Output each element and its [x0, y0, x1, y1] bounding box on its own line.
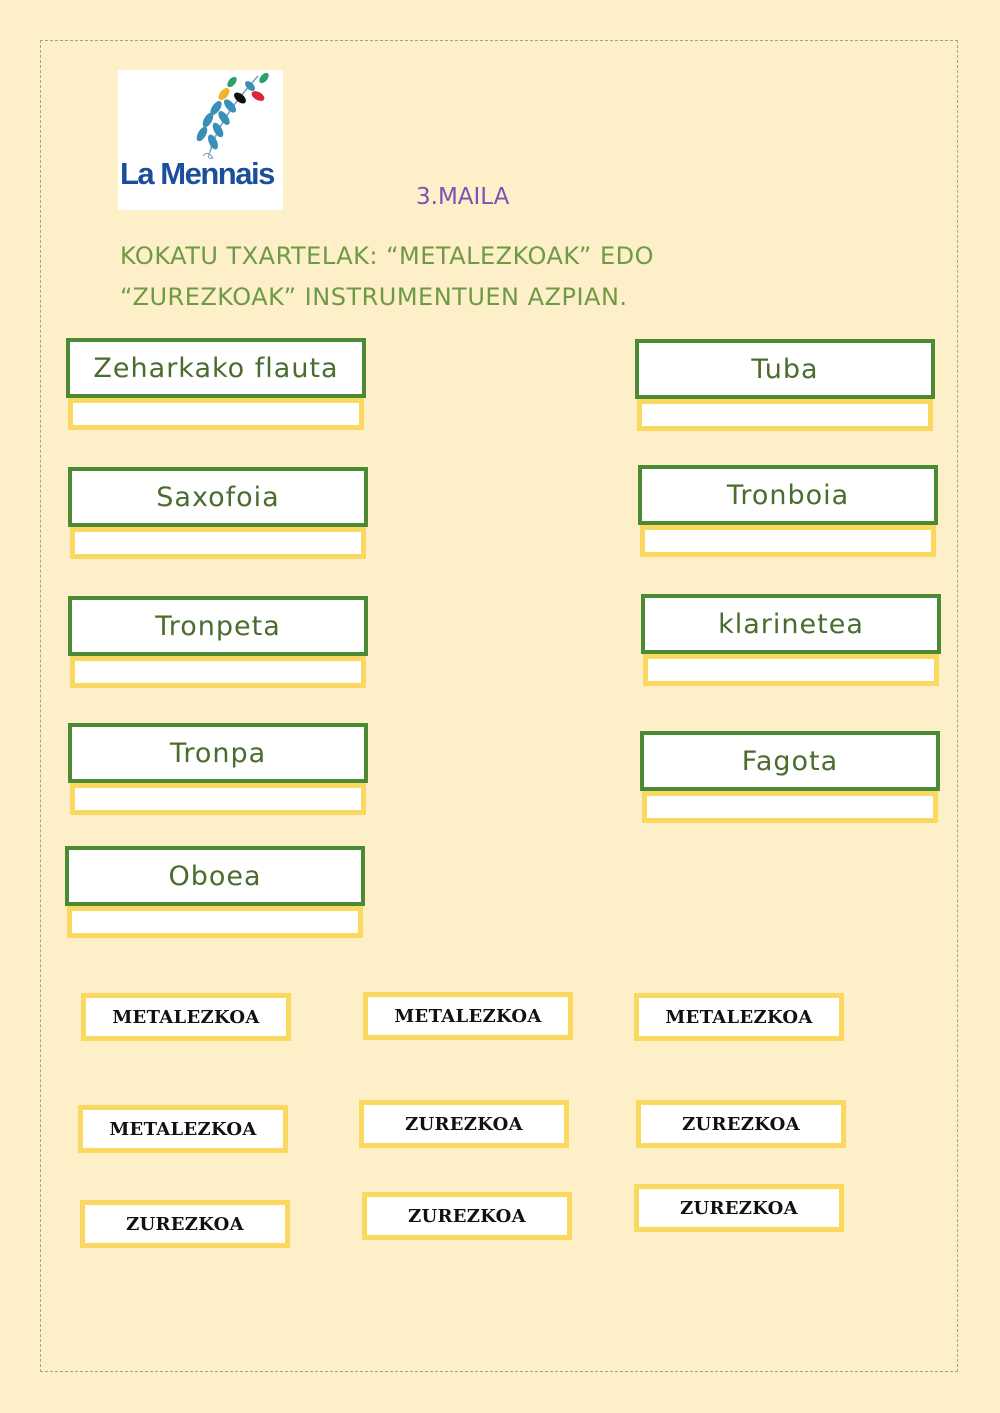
instrument-card [638, 465, 938, 557]
instrument-name: Tuba [635, 339, 935, 399]
instrument-card [68, 596, 368, 688]
drop-slot[interactable] [67, 906, 363, 938]
label-card-zurezkoa[interactable]: ZUREZKOA [359, 1100, 569, 1148]
instrument-card [640, 731, 940, 823]
label-card-metalezkoa[interactable]: METALEZKOA [363, 992, 573, 1040]
drop-slot[interactable] [643, 654, 939, 686]
instrument-name: Zeharkako flauta [66, 338, 366, 398]
drop-slot[interactable] [640, 525, 936, 557]
level-title: 3.MAILA [416, 184, 510, 210]
instrument-name: Oboea [65, 846, 365, 906]
instrument-name: Saxofoia [68, 467, 368, 527]
drop-slot[interactable] [70, 656, 366, 688]
la-mennais-logo [118, 70, 283, 210]
label-card-zurezkoa[interactable]: ZUREZKOA [80, 1200, 290, 1248]
drop-slot[interactable] [642, 791, 938, 823]
drop-slot[interactable] [68, 398, 364, 430]
label-card-zurezkoa[interactable]: ZUREZKOA [636, 1100, 846, 1148]
instructions-line-2: “ZUREZKOAK” INSTRUMENTUEN AZPIAN. [120, 283, 628, 311]
instrument-name: Tronpeta [68, 596, 368, 656]
drop-slot[interactable] [637, 399, 933, 431]
instrument-name: Tronboia [638, 465, 938, 525]
instrument-card [68, 467, 368, 559]
drop-slot[interactable] [70, 783, 366, 815]
label-card-metalezkoa[interactable]: METALEZKOA [634, 993, 844, 1041]
instrument-card [635, 339, 935, 431]
label-card-metalezkoa[interactable]: METALEZKOA [78, 1105, 288, 1153]
label-card-zurezkoa[interactable]: ZUREZKOA [634, 1184, 844, 1232]
instructions-line-1: KOKATU TXARTELAK: “METALEZKOAK” EDO [120, 242, 655, 270]
instrument-card [65, 846, 365, 938]
instrument-name: Tronpa [68, 723, 368, 783]
label-card-zurezkoa[interactable]: ZUREZKOA [362, 1192, 572, 1240]
instrument-name: Fagota [640, 731, 940, 791]
instrument-name: klarinetea [641, 594, 941, 654]
instructions [120, 236, 800, 318]
drop-slot[interactable] [70, 527, 366, 559]
label-card-metalezkoa[interactable]: METALEZKOA [81, 993, 291, 1041]
logo-text: La Mennais [120, 156, 274, 191]
instrument-card [66, 338, 366, 430]
instrument-card [641, 594, 941, 686]
instrument-card [68, 723, 368, 815]
